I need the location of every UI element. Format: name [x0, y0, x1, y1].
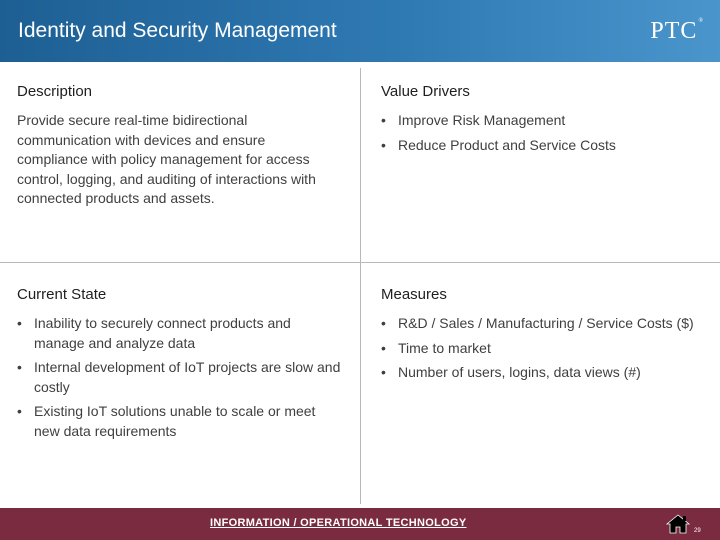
vertical-divider — [360, 68, 361, 504]
measures-heading: Measures — [381, 286, 447, 303]
footer-link[interactable]: INFORMATION / OPERATIONAL TECHNOLOGY — [210, 517, 467, 529]
bullet-icon: • — [17, 315, 22, 331]
page-number: 29 — [694, 528, 701, 534]
list-item-text: Internal development of IoT projects are slow and costly — [34, 359, 341, 395]
list-item — [381, 314, 701, 334]
list-item-text: Inability to securely connect products and manage and analyze data — [34, 315, 291, 351]
logo-text: PTC — [650, 18, 698, 44]
list-item — [17, 358, 342, 397]
list-item — [17, 314, 342, 353]
footer-bar — [0, 508, 720, 540]
value-drivers-section — [381, 83, 701, 160]
bullet-icon: • — [381, 136, 386, 153]
horizontal-divider — [0, 262, 720, 263]
ptc-logo — [650, 18, 704, 45]
list-item-text: Time to market — [398, 339, 491, 356]
list-item — [381, 136, 701, 156]
bullet-icon: • — [17, 359, 22, 375]
description-section — [17, 83, 337, 209]
bullet-icon: • — [381, 364, 386, 380]
list-item-text: Reduce Product and Service Costs — [398, 136, 616, 153]
list-item — [17, 402, 342, 441]
current-state-heading: Current State — [17, 286, 107, 303]
header-bar — [0, 0, 720, 62]
logo-registered-mark: ® — [698, 18, 704, 24]
list-item — [381, 363, 701, 383]
description-text: Provide secure real-time bidirectional communication with devices and ensure compliance with policy management for access control, logging, and auditing of interactions with connected products and assets. — [17, 112, 316, 206]
bullet-icon: • — [381, 339, 386, 356]
list-item-text: Existing IoT solutions unable to scale or meet new data requirements — [34, 403, 316, 439]
list-item-text: Improve Risk Management — [398, 112, 566, 128]
bullet-icon: • — [381, 315, 386, 331]
description-heading: Description — [17, 83, 93, 100]
page-title: Identity and Security Management — [18, 19, 337, 42]
bullet-icon: • — [381, 112, 386, 128]
list-item-text: R&D / Sales / Manufacturing / Service Costs ($) — [398, 315, 694, 331]
list-item-text: Number of users, logins, data views (#) — [398, 364, 641, 380]
bullet-icon: • — [17, 403, 22, 419]
current-state-list — [17, 314, 342, 441]
list-item — [381, 111, 701, 131]
measures-list — [381, 314, 701, 383]
value-drivers-heading: Value Drivers — [381, 83, 470, 100]
value-drivers-list — [381, 111, 701, 155]
list-item — [381, 339, 701, 359]
home-icon[interactable] — [666, 514, 690, 534]
measures-section — [381, 286, 701, 388]
current-state-section — [17, 286, 342, 446]
